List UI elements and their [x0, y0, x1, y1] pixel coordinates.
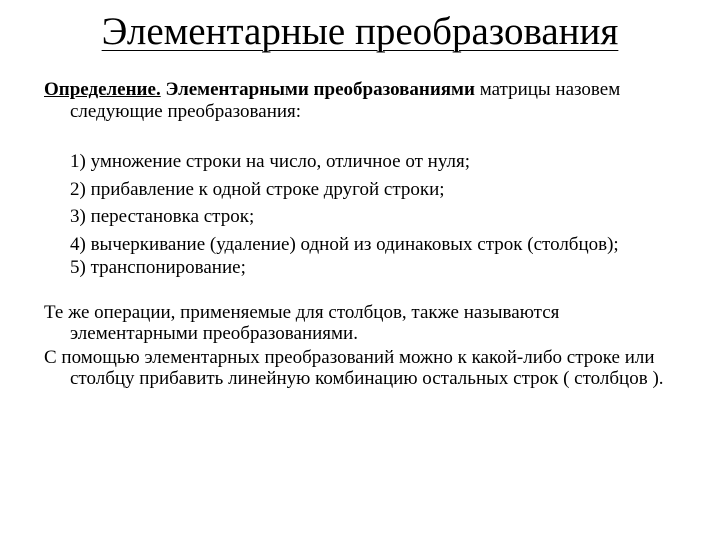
definition-paragraph [44, 79, 684, 122]
list-item: 1) умножение строки на число, отличное от нуля; [70, 151, 470, 172]
transformations-list [44, 151, 684, 279]
definition-text: матрицы назовем следующие преобразования: [70, 79, 621, 122]
columns-paragraph: Те же операции, применяемые для столбцов, также называются элементарными преобразованиями. [44, 301, 560, 344]
definition-term: Определение. [44, 79, 161, 100]
list-item: 5) транспонирование; [70, 257, 246, 278]
linear-combination-paragraph: С помощью элементарных преобразований можно к какой-либо строке или столбцу прибавить линейную комбинацию остальных строк ( столбцов ). [44, 346, 664, 389]
list-item: 4) вычеркивание (удаление) одной из одинаковых строк (столбцов); [70, 233, 619, 255]
list-item: 2) прибавление к одной строке другой строки; [70, 178, 445, 200]
slide-title: Элементарные преобразования [101, 10, 619, 53]
definition-bold-text: Элементарными преобразованиями [165, 79, 475, 100]
slide-content [44, 79, 684, 390]
list-item: 3) перестановка строк; [70, 206, 255, 227]
